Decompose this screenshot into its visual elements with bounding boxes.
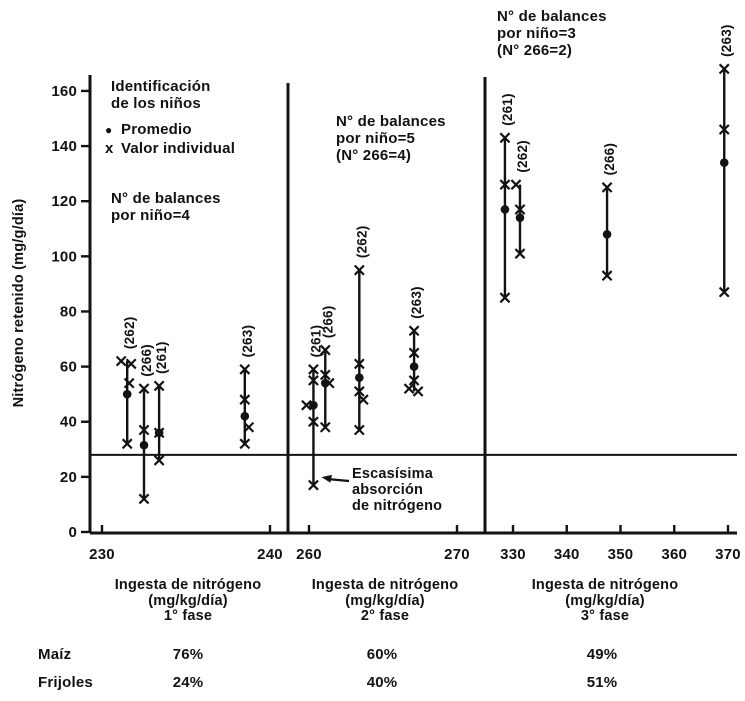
mean-dot	[309, 401, 318, 410]
mean-dot	[321, 379, 330, 388]
series-child-label: (266)	[139, 344, 154, 377]
panel2-x-axis-label: Ingesta de nitrógeno (mg/kg/día) 2° fase	[270, 578, 500, 625]
mean-dot	[501, 205, 510, 214]
x-tick-label: 350	[607, 546, 634, 563]
mean-dot-icon: ●	[105, 123, 113, 137]
legend-individual-entry	[105, 140, 235, 157]
y-tick-label: 0	[68, 524, 77, 541]
low-absorption-annotation: Escasísima absorción de nitrógeno	[352, 466, 443, 514]
frijoles-pct-phase2: 40%	[366, 674, 398, 691]
legend-individual-label: Valor individual	[121, 140, 236, 157]
mean-dot	[603, 230, 612, 239]
y-axis-title: Nitrógeno retenido (mg/g/día)	[11, 198, 27, 408]
x-tick-label: 260	[296, 546, 322, 563]
mean-dot	[140, 441, 149, 450]
maiz-pct-phase1: 76%	[172, 646, 204, 663]
frijoles-pct-phase1: 24%	[172, 674, 204, 691]
panel3-x-axis-label: Ingesta de nitrógeno (mg/kg/día) 3° fase	[490, 578, 720, 625]
panel3-note: N° de balances por niño=3 (N° 266=2)	[497, 8, 607, 59]
legend-mean-label: Promedio	[121, 121, 192, 138]
series-child-label: (266)	[602, 142, 618, 176]
y-tick-label: 20	[59, 468, 77, 486]
series-child-label: (263)	[409, 286, 425, 319]
y-tick-label: 100	[51, 248, 77, 266]
series-child-label: (261)	[308, 324, 324, 358]
mean-dot	[720, 158, 729, 167]
series-child-label: (261)	[154, 341, 170, 374]
frijoles-pct-phase3: 51%	[586, 674, 618, 691]
x-tick-label: 230	[89, 546, 115, 563]
mean-dot	[241, 412, 250, 421]
x-tick-label: 270	[444, 546, 470, 563]
series-child-label: (262)	[122, 316, 138, 350]
series-child-label: (266)	[320, 305, 336, 339]
maiz-pct-phase2: 60%	[366, 646, 398, 663]
mean-dot	[155, 428, 164, 437]
legend-mean-entry	[105, 121, 192, 139]
maiz-pct-phase3: 49%	[586, 646, 618, 663]
legend-title-line2: de los niños	[111, 95, 201, 112]
y-tick-label: 40	[59, 413, 77, 431]
y-tick-label: 120	[51, 193, 77, 211]
x-tick-label: 330	[500, 546, 526, 563]
phase-2-label: 2° fase	[360, 608, 410, 624]
legend-title-line1: Identificación	[111, 78, 211, 95]
y-tick-label: 80	[59, 303, 77, 321]
mean-dot	[516, 213, 525, 222]
series-child-label: (263)	[719, 24, 735, 57]
panel2-note: N° de balances por niño=5 (N° 266=4)	[336, 113, 446, 164]
x-tick-label: 340	[553, 546, 580, 563]
panel1-x-axis-label: Ingesta de nitrógeno (mg/kg/día) 1° fase	[73, 578, 303, 625]
mean-dot	[355, 373, 364, 382]
x-tick-label: 370	[715, 546, 741, 563]
series-child-label: (261)	[499, 93, 515, 126]
series-child-label: (262)	[514, 140, 530, 173]
table-row-frijoles-label: Frijoles	[38, 674, 93, 691]
panel1-note: N° de balances por niño=4	[111, 190, 221, 224]
x-tick-label: 360	[661, 546, 688, 563]
mean-dot	[410, 362, 419, 371]
y-tick-label: 160	[51, 82, 77, 100]
legend-title	[111, 78, 210, 112]
y-tick-label: 60	[59, 358, 77, 376]
annotation-arrowhead	[321, 475, 332, 483]
x-mark-icon: x	[105, 140, 114, 157]
series-child-label: (263)	[239, 324, 255, 358]
x-tick-label: 240	[257, 546, 283, 563]
phase-1-label: 1° fase	[163, 608, 213, 624]
y-tick-label: 140	[51, 138, 77, 156]
mean-dot	[123, 390, 132, 399]
annotation-arrow-line	[328, 479, 349, 481]
series-child-label: (262)	[354, 225, 370, 259]
table-row-maiz-label: Maíz	[38, 646, 72, 663]
phase-3-label: 3° fase	[580, 608, 630, 624]
